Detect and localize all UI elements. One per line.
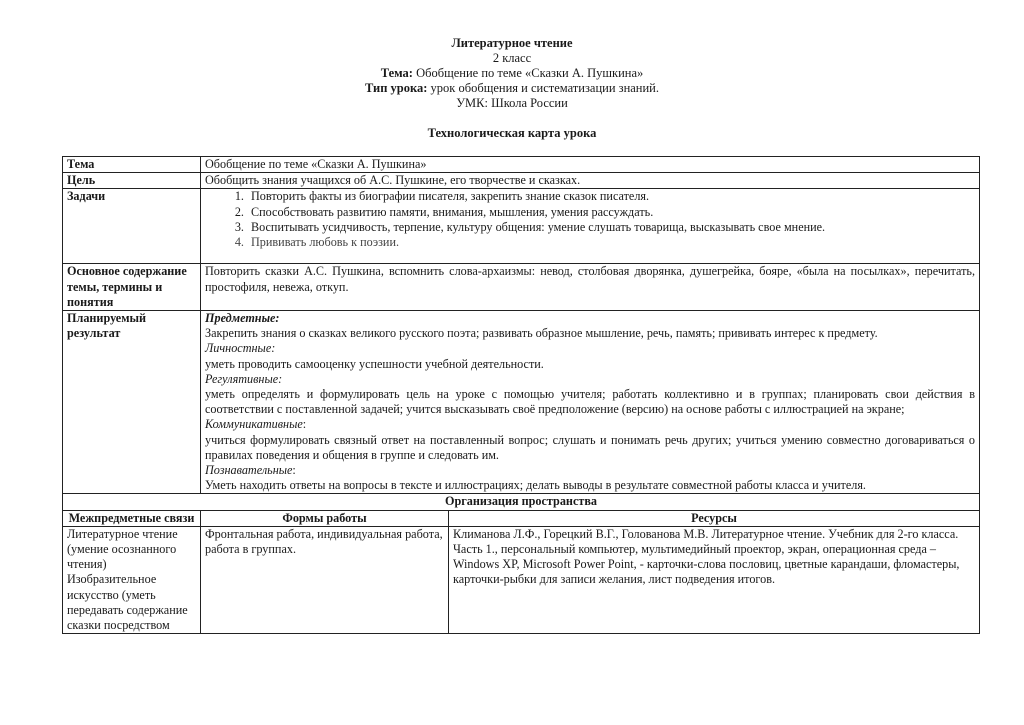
result-value bbox=[201, 311, 980, 494]
topic-value: Обобщение по теме «Сказки А. Пушкина» bbox=[201, 157, 980, 173]
col-header-resources: Ресурсы bbox=[449, 510, 980, 526]
row-topic bbox=[63, 157, 980, 173]
tasks-list bbox=[205, 189, 975, 250]
communicative-results-text: учиться формулировать связный ответ на поставленный вопрос; слушать и понимать речь других; учиться умению совместно договариваться о правилах поведения и общения в группе и следовать им. bbox=[205, 432, 976, 462]
document-header bbox=[0, 36, 1024, 111]
goal-value: Обобщить знания учащихся об А.С. Пушкине, его творчестве и сказках. bbox=[201, 173, 980, 189]
row-space-content bbox=[63, 526, 980, 633]
cognitive-results-text: Уметь находить ответы на вопросы в тексте и иллюстрациях; делать выводы в результате совместной работы класса и учителя. bbox=[205, 478, 866, 493]
tasks-label: Задачи bbox=[63, 189, 201, 264]
col-header-forms: Формы работы bbox=[201, 510, 449, 526]
communicative-results-heading: Коммуникативные: bbox=[205, 417, 307, 432]
grade-line: 2 класс bbox=[492, 51, 532, 65]
space-heading: Организация пространства bbox=[63, 494, 980, 510]
row-content bbox=[63, 264, 980, 311]
forms-value: Фронтальная работа, индивидуальная работа, работа в группах. bbox=[201, 526, 449, 633]
topic-line: Тема: Обобщение по теме «Сказки А. Пушкина» bbox=[380, 66, 644, 80]
personal-results-heading: Личностные: bbox=[205, 341, 276, 356]
content-value: Повторить сказки А.С. Пушкина, вспомнить слова-архаизмы: невод, столбовая дворянка, душегрейка, бояре, «была на посылках», перечитать, простофиля, невежа, откуп. bbox=[201, 264, 980, 311]
row-space-heading bbox=[63, 494, 980, 510]
personal-results-text: уметь проводить самооценку успешности учебной деятельности. bbox=[205, 356, 544, 371]
row-goal bbox=[63, 173, 980, 189]
list-item: 4. Прививать любовь к поэзии. bbox=[247, 235, 975, 250]
content-label: Основное содержание темы, термины и понятия bbox=[63, 264, 201, 311]
subject-title: Литературное чтение bbox=[451, 36, 573, 50]
row-tasks bbox=[63, 189, 980, 264]
cognitive-results-heading: Познавательные: bbox=[205, 463, 296, 478]
list-item: 2. Способствовать развитию памяти, внимания, мышления, умения рассуждать. bbox=[247, 205, 975, 220]
lesson-card-table bbox=[62, 156, 980, 634]
card-title: Технологическая карта урока bbox=[427, 126, 597, 140]
tasks-value bbox=[201, 189, 980, 264]
topic-label: Тема bbox=[63, 157, 201, 173]
umk-line: УМК: Школа России bbox=[456, 96, 568, 110]
subject-results-text: Закрепить знания о сказках великого русского поэта; развивать образное мышление, речь, память; прививать интерес к предмету. bbox=[205, 326, 878, 341]
col-header-links: Межпредметные связи bbox=[63, 510, 201, 526]
links-value: Литературное чтение (умение осознанного чтения) Изобразительное искусство (уметь передавать содержание сказки посредством bbox=[63, 526, 201, 633]
list-item: 1. Повторить факты из биографии писателя, закрепить знание сказок писателя. bbox=[247, 189, 975, 204]
regulative-results-text: уметь определять и формулировать цель на уроке с помощью учителя; работать коллективно и в группах; планировать свои действия в соответствии с поставленной задачей; учится высказывать своё предположение (версию) на основе работы с иллюстрацией на экране; bbox=[205, 387, 976, 417]
subject-results-heading: Предметные: bbox=[205, 311, 280, 326]
goal-label: Цель bbox=[63, 173, 201, 189]
result-label: Планируемый результат bbox=[63, 311, 201, 494]
resources-value: Климанова Л.Ф., Горецкий В.Г., Голованова М.В. Литературное чтение. Учебник для 2-го класса. Часть 1., персональный компьютер, мультимедийный проектор, экран, операционная среда – Windows XP, Microsoft Power Point, - карточки-слова пословиц, цветные карандаши, фломастеры, карточки-рыбки для записи желания, лист подведения итогов. bbox=[449, 526, 980, 633]
regulative-results-heading: Регулятивные: bbox=[205, 371, 283, 386]
list-item: 3. Воспитывать усидчивость, терпение, культуру общения: умение слушать товарища, высказывать свое мнение. bbox=[247, 220, 975, 235]
row-result bbox=[63, 311, 980, 494]
row-column-headers bbox=[63, 510, 980, 526]
lesson-type-line: Тип урока: урок обобщения и систематизации знаний. bbox=[364, 81, 660, 95]
